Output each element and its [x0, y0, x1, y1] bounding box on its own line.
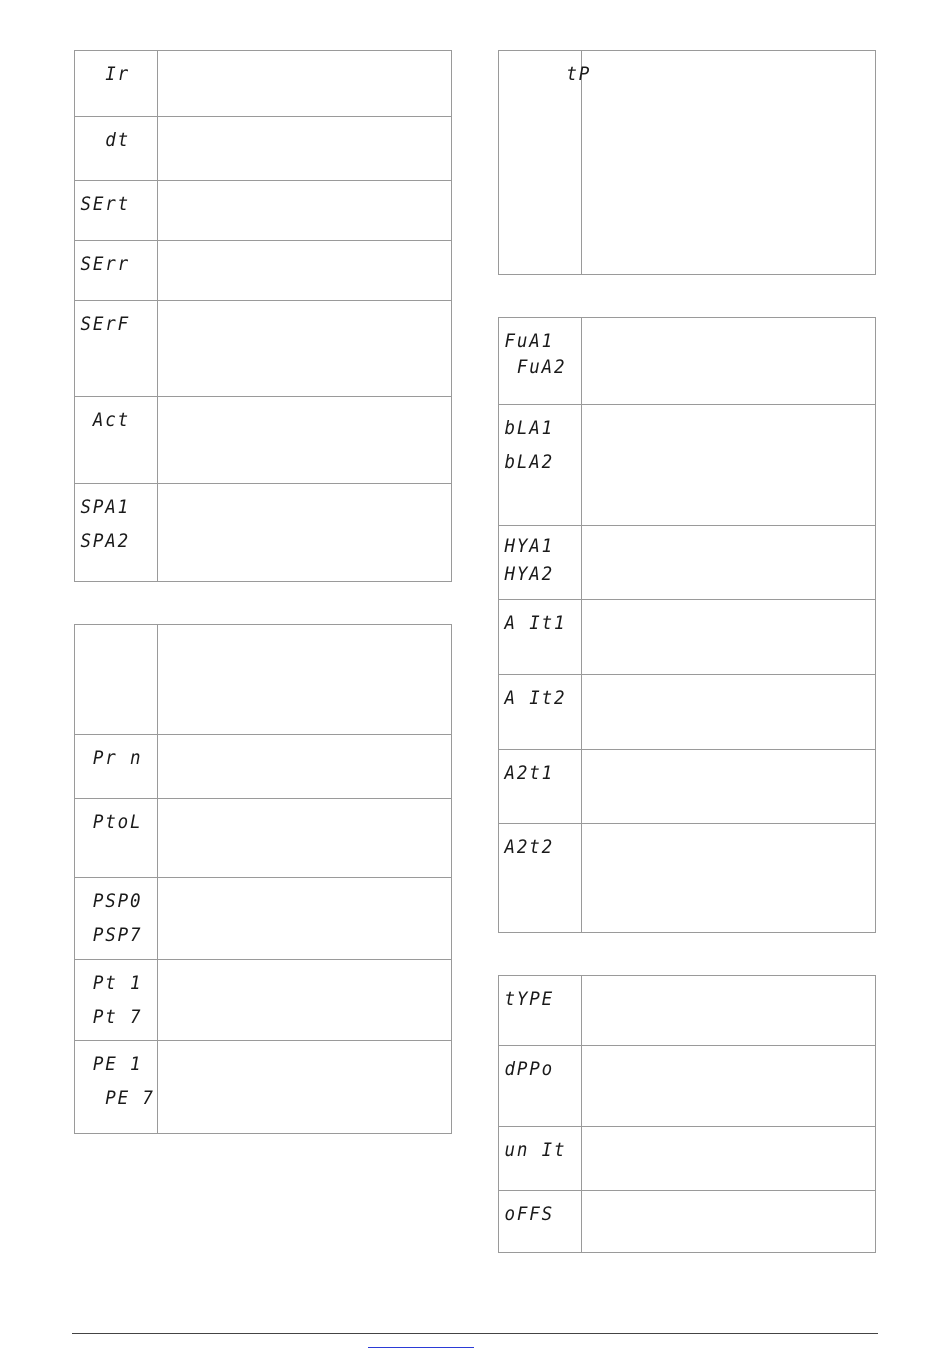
parameter-row — [499, 51, 875, 274]
footer-divider — [72, 1333, 878, 1334]
parameter-code: A It2 — [504, 687, 567, 709]
parameter-table-1 — [74, 50, 452, 582]
parameter-code: Act — [80, 409, 130, 431]
parameter-row — [499, 749, 875, 824]
parameter-code: SErF — [80, 313, 130, 335]
parameter-table-5 — [498, 975, 876, 1253]
parameter-code: SErr — [80, 253, 130, 275]
parameter-code: tYPE — [504, 988, 554, 1010]
parameter-code: Pt 1 Pt 7 — [80, 972, 143, 1028]
parameter-row — [75, 396, 451, 484]
parameter-row — [75, 116, 451, 181]
parameter-row — [75, 734, 451, 799]
parameter-code: PE 1 PE 7 — [80, 1053, 155, 1109]
parameter-code: SPA1 SPA2 — [80, 496, 130, 552]
parameter-table-2 — [74, 624, 452, 1134]
parameter-table-3 — [498, 50, 876, 275]
parameter-row — [499, 1190, 875, 1253]
parameter-row — [499, 404, 875, 526]
parameter-code — [75, 625, 150, 631]
parameter-row — [499, 976, 875, 1045]
parameter-row — [75, 180, 451, 241]
parameter-code: HYA1 HYA2 — [504, 535, 554, 585]
parameter-row — [75, 959, 451, 1041]
parameter-code: FuA1 FuA2 — [504, 330, 567, 378]
parameter-row — [499, 823, 875, 933]
parameter-code: un It — [504, 1139, 567, 1161]
parameter-table-4 — [498, 317, 876, 933]
parameter-code: PSP0 PSP7 — [80, 890, 143, 946]
parameter-code: bLA1 bLA2 — [504, 417, 554, 473]
parameter-row — [75, 483, 451, 582]
parameter-row — [499, 318, 875, 404]
parameter-row — [499, 1045, 875, 1127]
parameter-code: PtoL — [80, 811, 143, 833]
parameter-row — [499, 599, 875, 675]
parameter-code: tP — [504, 63, 592, 85]
parameter-row — [75, 240, 451, 301]
parameter-code: Pr n — [80, 747, 143, 769]
parameter-code: A It1 — [504, 612, 567, 634]
parameter-code: SErt — [80, 193, 130, 215]
parameter-code: dt — [80, 129, 130, 151]
parameter-row — [499, 525, 875, 600]
parameter-code: Ir — [80, 63, 130, 85]
parameter-row — [75, 877, 451, 960]
parameter-row — [499, 1126, 875, 1191]
parameter-row — [75, 51, 451, 116]
parameter-row — [75, 798, 451, 878]
parameter-row — [499, 674, 875, 750]
parameter-code: A2t2 — [504, 836, 554, 858]
parameter-code: A2t1 — [504, 762, 554, 784]
parameter-code: dPPo — [504, 1058, 554, 1080]
footer-link-underline[interactable] — [368, 1347, 474, 1348]
parameter-code: oFFS — [504, 1203, 554, 1225]
parameter-row — [75, 1040, 451, 1134]
parameter-row — [75, 300, 451, 397]
parameter-row — [75, 625, 451, 734]
